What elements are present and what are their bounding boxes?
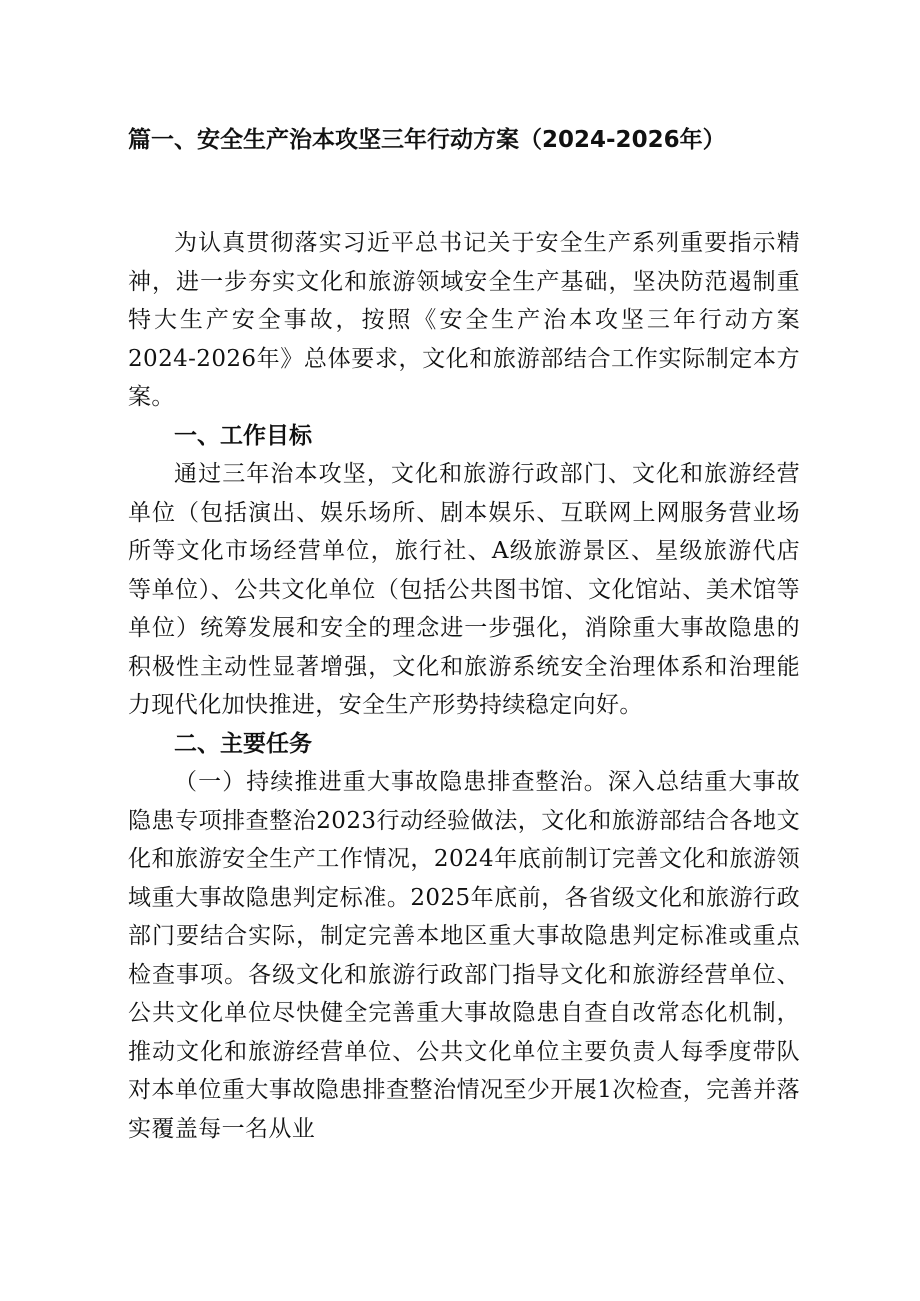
document-body: [128, 224, 800, 1148]
document-title: 篇一、安全生产治本攻坚三年行动方案（2024-2026年）: [128, 127, 726, 153]
goals-paragraph: 通过三年治本攻坚，文化和旅游行政部门、文化和旅游经营单位（包括演出、娱乐场所、剧本娱乐、互联网上网服务营业场所等文化市场经营单位，旅行社、A级旅游景区、星级旅游代店等单位）、公共文化单位（包括公共图书馆、文化馆站、美术馆等单位）统筹发展和安全的理念进一步强化，消除重大事故隐患的积极性主动性显著增强，文化和旅游系统安全治理体系和治理能力现代化加快推进，安全生产形势持续稳定向好。: [128, 461, 800, 718]
task-paragraph-1: （一）持续推进重大事故隐患排查整治。深入总结重大事故隐患专项排查整治2023行动经验做法，文化和旅游部结合各地文化和旅游安全生产工作情况，2024年底前制订完善文化和旅游领域重大事故隐患判定标准。2025年底前，各省级文化和旅游行政部门要结合实际，制定完善本地区重大事故隐患判定标准或重点检查事项。各级文化和旅游行政部门指导文化和旅游经营单位、公共文化单位尽快健全完善重大事故隐患自查自改常态化机制，推动文化和旅游经营单位、公共文化单位主要负责人每季度带队对本单位重大事故隐患排查整治情况至少开展1次检查，完善并落实覆盖每一名从业: [128, 769, 800, 1142]
section-heading-goals: 一、工作目标: [174, 422, 312, 449]
section-heading-tasks: 二、主要任务: [174, 730, 312, 757]
intro-paragraph: 为认真贯彻落实习近平总书记关于安全生产系列重要指示精神，进一步夯实文化和旅游领域安全生产基础，坚决防范遏制重特大生产安全事故，按照《安全生产治本攻坚三年行动方案2024-2026年》总体要求，文化和旅游部结合工作实际制定本方案。: [128, 230, 800, 410]
